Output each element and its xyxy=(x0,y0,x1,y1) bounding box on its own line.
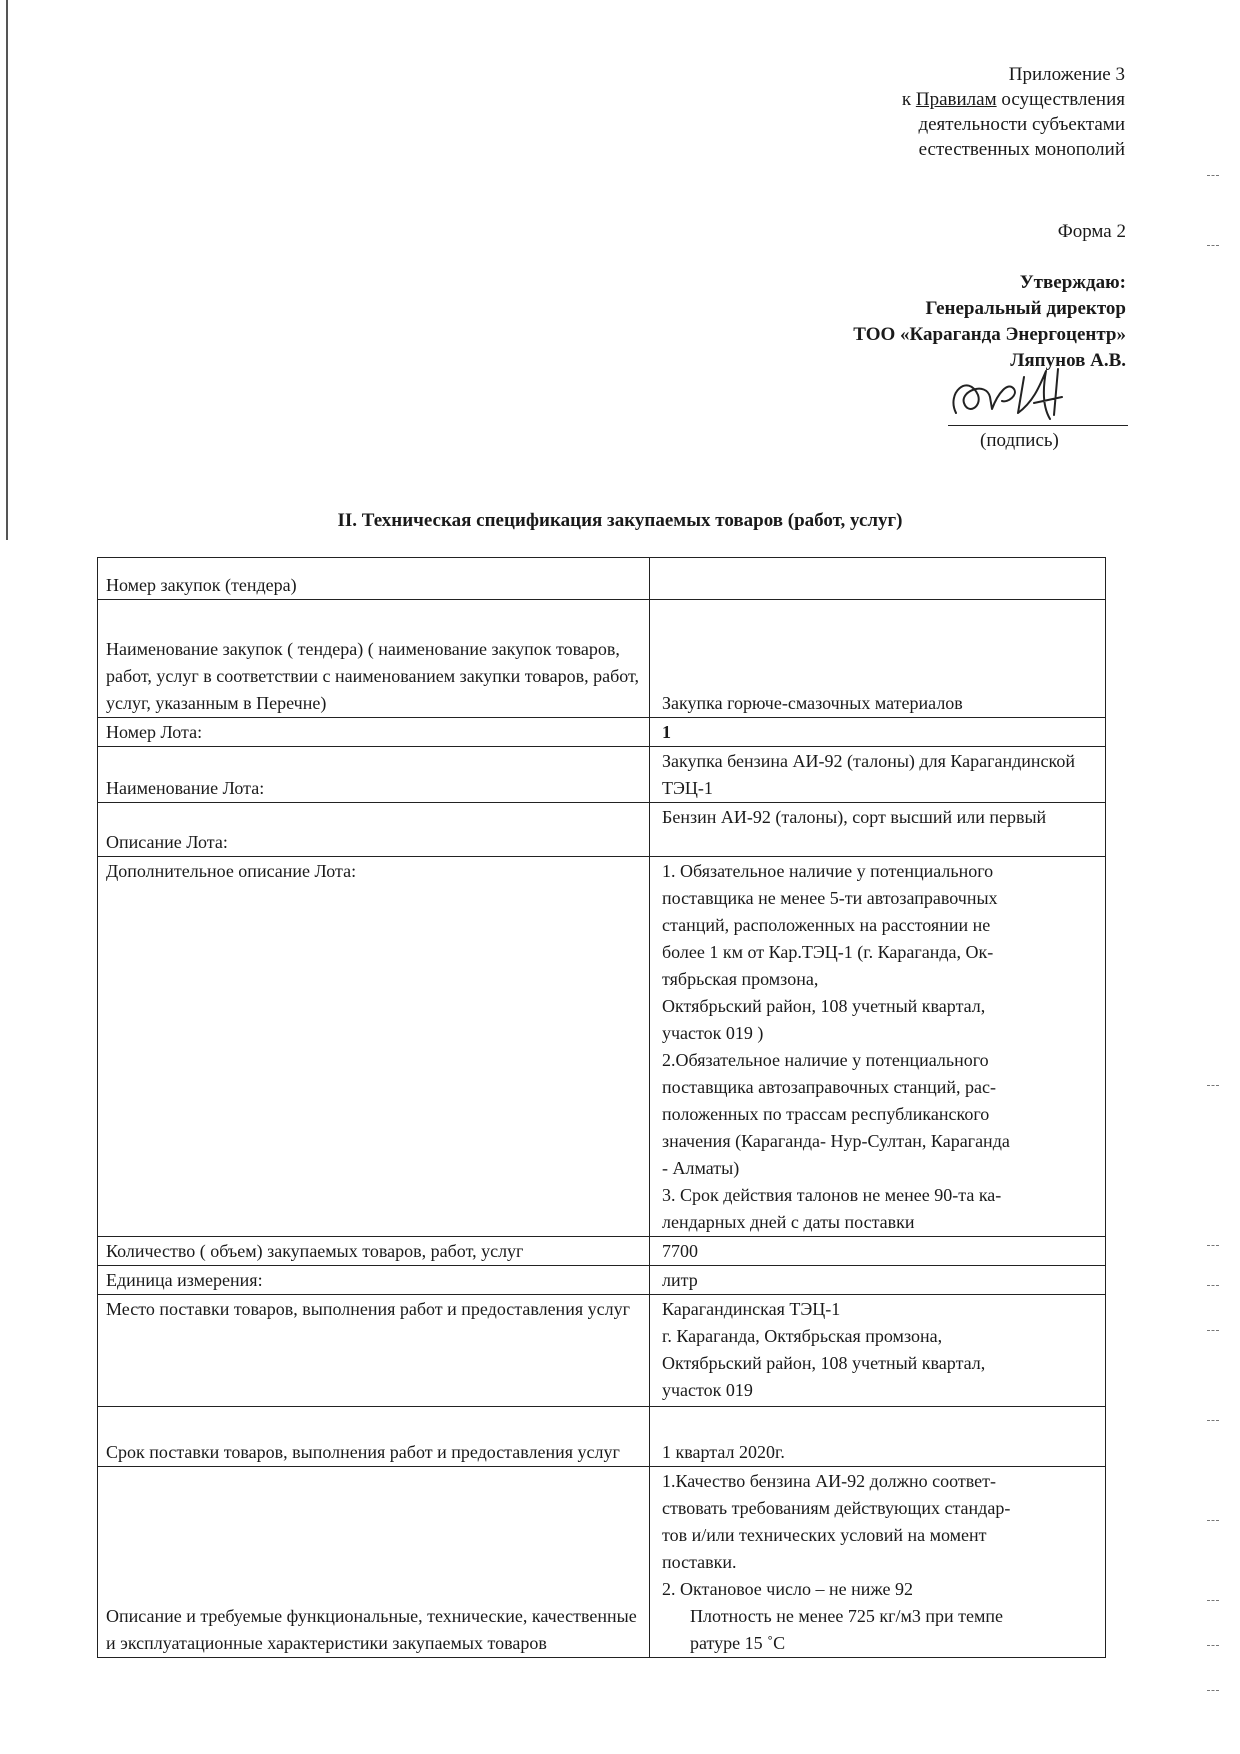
row-value: литр xyxy=(650,1266,1106,1295)
table-row xyxy=(98,1266,1106,1295)
description-line: Октябрьский район, 108 учетный квартал, xyxy=(662,996,986,1016)
description-line: станций, расположенных на расстоянии не xyxy=(662,915,991,935)
appendix-line xyxy=(820,87,1125,112)
scan-dash-artifact xyxy=(1207,1600,1219,1601)
appendix-reference xyxy=(820,62,1125,162)
scan-dash-artifact xyxy=(1207,1645,1219,1646)
scan-dash-artifact xyxy=(1207,1245,1219,1246)
description-line: тябрьская промзона, xyxy=(662,969,819,989)
appendix-line: естественных монополий xyxy=(918,139,1125,160)
scan-dash-artifact xyxy=(1207,1520,1219,1521)
row-label: Дополнительное описание Лота: xyxy=(98,857,650,1237)
delivery-place xyxy=(650,1295,1106,1407)
row-label: Наименование закупок ( тендера) ( наименование закупок товаров, работ, услуг в соответствии с наименованием закупки товаров, работ, услуг, указанным в Перечне) xyxy=(98,600,650,718)
specification-table xyxy=(97,557,1106,1658)
table-row xyxy=(98,747,1106,803)
appendix-suffix: осуществления xyxy=(996,89,1125,110)
approver-name: Ляпунов А.В. xyxy=(1010,350,1126,371)
approval-block xyxy=(760,270,1126,374)
description-line: 2.Обязательное наличие у потенциального xyxy=(662,1050,989,1070)
form-number: Форма 2 xyxy=(1057,221,1126,242)
appendix-line: Приложение 3 xyxy=(1008,64,1125,85)
table-row xyxy=(98,558,1106,600)
scan-dash-artifact xyxy=(1207,245,1219,246)
description-line: более 1 км от Кар.ТЭЦ-1 (г. Караганда, Ок- xyxy=(662,942,994,962)
handwritten-signature xyxy=(938,363,1088,429)
row-value xyxy=(650,558,1106,600)
row-label: Описание Лота: xyxy=(98,803,650,857)
company-name: ТОО «Караганда Энергоцентр» xyxy=(853,324,1126,345)
description-line: поставщика автозаправочных станций, рас- xyxy=(662,1077,997,1097)
scan-dash-artifact xyxy=(1207,1285,1219,1286)
table-row xyxy=(98,803,1106,857)
description-line: - Алматы) xyxy=(662,1158,740,1178)
table-row xyxy=(98,1467,1106,1658)
row-label: Место поставки товаров, выполнения работ и предоставления услуг xyxy=(98,1295,650,1407)
additional-description xyxy=(650,857,1106,1237)
row-value: Бензин АИ-92 (талоны), сорт высший или первый xyxy=(650,803,1106,857)
table-row xyxy=(98,1237,1106,1266)
row-label: Наименование Лота: xyxy=(98,747,650,803)
characteristics-line: тов и/или технических условий на момент xyxy=(662,1525,987,1545)
delivery-place-line: Октябрьский район, 108 учетный квартал, xyxy=(662,1353,986,1373)
row-value: Закупка бензина АИ-92 (талоны) для Карагандинской ТЭЦ-1 xyxy=(650,747,1106,803)
characteristics-line: ствовать требованиям действующих стандар- xyxy=(662,1498,1011,1518)
row-label: Номер закупок (тендера) xyxy=(98,558,650,600)
description-line: участок 019 ) xyxy=(662,1023,764,1043)
row-label: Номер Лота: xyxy=(98,718,650,747)
characteristics-line: 1.Качество бензина АИ-92 должно соответ- xyxy=(662,1471,996,1491)
table-row xyxy=(98,857,1106,1237)
description-line: поставщика не менее 5-ти автозаправочных xyxy=(662,888,998,908)
description-line: значения (Караганда- Нур-Султан, Караганда xyxy=(662,1131,1010,1151)
characteristics-line: поставки. xyxy=(662,1552,737,1572)
row-value: 1 квартал 2020г. xyxy=(650,1407,1106,1467)
approve-heading: Утверждаю: xyxy=(1019,272,1126,293)
density-line: ратуре 15 ˚С xyxy=(690,1633,786,1653)
scan-dash-artifact xyxy=(1207,175,1219,176)
scan-dash-artifact xyxy=(1207,1330,1219,1331)
row-label: Описание и требуемые функциональные, технические, качественные и эксплуатационные характеристики закупаемых товаров xyxy=(98,1467,650,1658)
characteristics-line: 2. Октановое число – не ниже 92 xyxy=(662,1579,914,1599)
row-value: 7700 xyxy=(650,1237,1106,1266)
table-row xyxy=(98,1295,1106,1407)
delivery-place-line: г. Караганда, Октябрьская промзона, xyxy=(662,1326,943,1346)
scan-dash-artifact xyxy=(1207,1420,1219,1421)
table-row xyxy=(98,718,1106,747)
delivery-place-line: участок 019 xyxy=(662,1380,753,1400)
description-line: 1. Обязательное наличие у потенциального xyxy=(662,861,994,881)
delivery-place-line: Карагандинская ТЭЦ-1 xyxy=(662,1299,841,1319)
appendix-line: деятельности субъектами xyxy=(918,114,1125,135)
description-line: положенных по трассам республиканского xyxy=(662,1104,990,1124)
row-label: Количество ( объем) закупаемых товаров, работ, услуг xyxy=(98,1237,650,1266)
lot-number-value: 1 xyxy=(650,718,1106,747)
row-label: Срок поставки товаров, выполнения работ и предоставления услуг xyxy=(98,1407,650,1467)
scan-dash-artifact xyxy=(1207,1690,1219,1691)
signature-caption: (подпись) xyxy=(980,430,1059,451)
description-line: 3. Срок действия талонов не менее 90-та ка- xyxy=(662,1185,1002,1205)
scan-edge-artifact xyxy=(6,0,8,540)
document-title: II. Техническая спецификация закупаемых товаров (работ, услуг) xyxy=(337,510,903,531)
row-label: Единица измерения: xyxy=(98,1266,650,1295)
table-row xyxy=(98,1407,1106,1467)
table-row xyxy=(98,600,1106,718)
appendix-prefix: к xyxy=(901,89,916,110)
approver-position: Генеральный директор xyxy=(925,298,1126,319)
description-line: лендарных дней с даты поставки xyxy=(662,1212,915,1232)
scan-dash-artifact xyxy=(1207,1085,1219,1086)
characteristics xyxy=(650,1467,1106,1658)
density-line: Плотность не менее 725 кг/м3 при темпе xyxy=(690,1606,1004,1626)
signature-line xyxy=(948,425,1128,426)
rules-link[interactable]: Правилам xyxy=(915,89,997,110)
row-value: Закупка горюче-смазочных материалов xyxy=(650,600,1106,718)
